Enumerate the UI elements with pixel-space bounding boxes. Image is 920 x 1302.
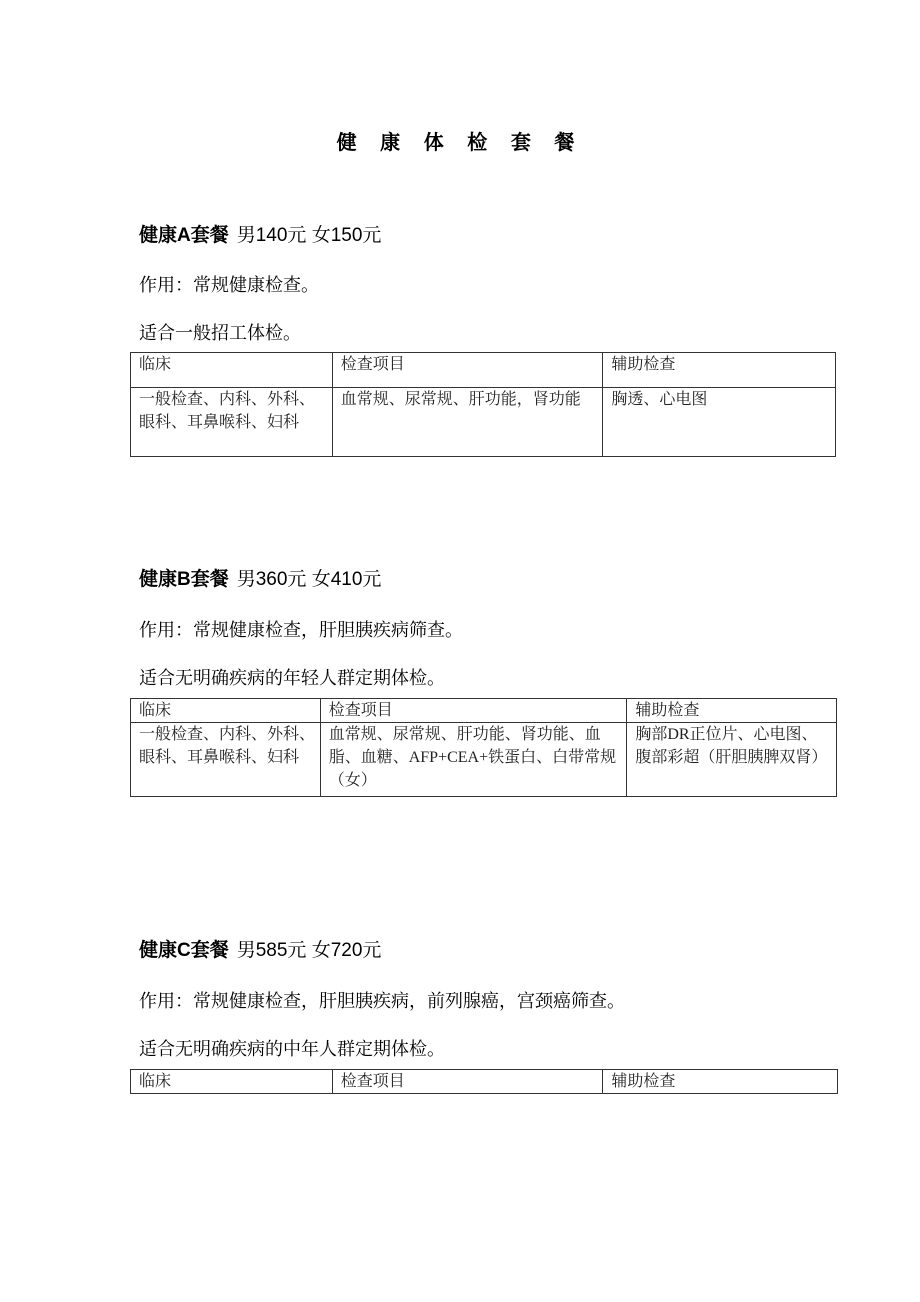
package-a-purpose: 作用：常规健康检查。 xyxy=(139,275,319,295)
table-row xyxy=(131,723,837,797)
package-a-table xyxy=(130,352,836,457)
header-exam-items: 检查项目 xyxy=(320,699,627,723)
package-a-heading xyxy=(139,224,381,248)
header-exam-items: 检查项目 xyxy=(332,353,603,388)
header-auxiliary: 辅助检查 xyxy=(627,699,837,723)
cell-auxiliary: 胸部DR正位片、心电图、腹部彩超（肝胆胰脾双肾） xyxy=(627,723,837,797)
header-clinical: 临床 xyxy=(131,353,333,388)
package-c-price: 男585元 女720元 xyxy=(236,940,382,961)
package-a-price: 男140元 女150元 xyxy=(236,225,382,246)
package-c-purpose: 作用：常规健康检查，肝胆胰疾病，前列腺癌，宫颈癌筛查。 xyxy=(139,991,625,1011)
package-b-price: 男360元 女410元 xyxy=(236,569,382,590)
package-b-heading xyxy=(139,568,381,592)
header-auxiliary: 辅助检查 xyxy=(603,1070,838,1094)
cell-clinical: 一般检查、内科、外科、眼科、耳鼻喉科、妇科 xyxy=(131,723,321,797)
package-c-table xyxy=(130,1069,838,1094)
package-c-suitable: 适合无明确疾病的中年人群定期体检。 xyxy=(139,1039,445,1059)
package-a-name: 健康A套餐 xyxy=(139,225,229,246)
package-b-table xyxy=(130,698,837,797)
header-exam-items: 检查项目 xyxy=(332,1070,603,1094)
header-auxiliary: 辅助检查 xyxy=(603,353,836,388)
package-b-suitable: 适合无明确疾病的年轻人群定期体检。 xyxy=(139,668,445,688)
package-c-name: 健康C套餐 xyxy=(139,940,229,961)
package-b-name: 健康B套餐 xyxy=(139,569,229,590)
table-header-row xyxy=(131,699,837,723)
table-row xyxy=(131,388,836,457)
table-header-row xyxy=(131,353,836,388)
cell-exam-items: 血常规、尿常规、肝功能，肾功能 xyxy=(332,388,603,457)
header-clinical: 临床 xyxy=(131,1070,333,1094)
cell-exam-items: 血常规、尿常规、肝功能、肾功能、血脂、血糖、AFP+CEA+铁蛋白、白带常规（女） xyxy=(320,723,627,797)
header-clinical: 临床 xyxy=(131,699,321,723)
cell-auxiliary: 胸透、心电图 xyxy=(603,388,836,457)
page-title: 健 康 体 检 套 餐 xyxy=(336,132,584,154)
cell-clinical: 一般检查、内科、外科、眼科、耳鼻喉科、妇科 xyxy=(131,388,333,457)
package-b-purpose: 作用：常规健康检查，肝胆胰疾病筛查。 xyxy=(139,620,463,640)
package-a-suitable: 适合一般招工体检。 xyxy=(139,323,301,343)
package-c-heading xyxy=(139,939,381,963)
table-header-row xyxy=(131,1070,838,1094)
